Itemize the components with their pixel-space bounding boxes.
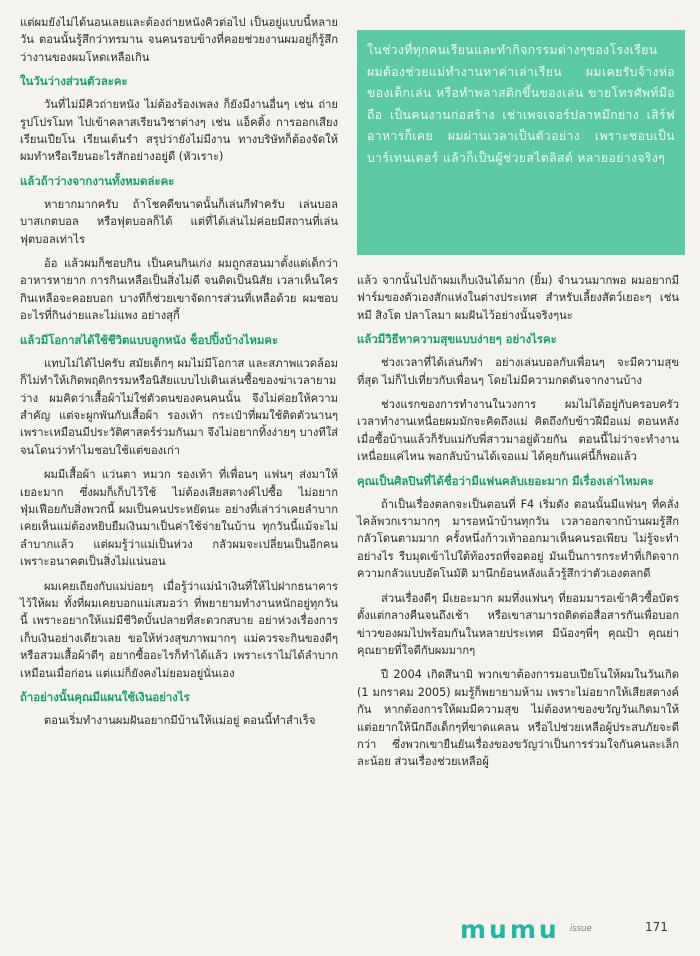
body-paragraph: ส่วนเรื่องดีๆ มีเยอะมาก ผมทึ่งแฟนๆ ที่ยอมมารอเข้าคิวซื้อบัตรตั้งแต่กลางคืนจนถึงเช้า หรือเขาสามารถติดต่อสื่อสารกันเพื่อบอกข่าวของผมไปพร้อมกันในหลายประเทศ มีน้องๆพี่ๆ คุณป้า คุณย่า คุณยายที่ใจดีกับผมมากๆ xyxy=(357,591,679,657)
question-heading: แล้วมีวิธีหาความสุขแบบง่ายๆ อย่างไรคะ xyxy=(357,332,557,347)
body-paragraph: หายากมากครับ ถ้าโชคดีขนาดนั้นก็เล่นกีฬาครับ เล่นบอลบาสเกตบอล หรือฟุตบอลก็ได้ แต่ที่ได้เล่นไม่ค่อยมีสถานที่เล่นฟุตบอลเท่าไร xyxy=(20,197,338,246)
body-paragraph: ถ้าเป็นเรื่องตลกจะเป็นตอนที่ F4 เริ่มดัง ตอนนั้นมีแฟนๆ ที่คลั่งไคล้พวกเรามากๆ มารอหน้าบ้านทุกวัน เวลาออกจากบ้านผมรู้สึกกลัวโดนตามมาก ครั้งหนึ่งก้าวเท้าออกมาเห็นคนรอเพียบ ไม่รู้จะทำอย่างไร รีบมุดเข้าไปใต้ท้องรถที่จอดอยู่ มันเป็นการกระทำที่เกิดจากความกลัวแบบอัตโนมัติ มานึกย้อนหลังแล้วรู้สึกว่าตัวเองตลกดี xyxy=(357,497,679,581)
question-heading: แล้วมีโอกาสได้ใช้ชีวิตแบบลูกหนัง ช็อปปิ้งบ้างไหมคะ xyxy=(20,332,279,347)
body-paragraph: ผมเคยเถียงกับแม่บ่อยๆ เมื่อรู้ว่าแม่นำเงินที่ให้ไปฝากธนาคารไว้ให้ผม ทั้งที่ผมเคยบอกแม่เสมอว่า ที่พยายามทำงานหนักอยู่ทุกวันนี้ เพราะอยากให้แม่มีชีวิตบั้นปลายที่สะดวกสบาย อย่าห่วงเรื่องการเก็บเงินอย่างเดียวเลย ขอให้ห่วงสุขภาพมากๆ แม่ควรจะกินของดีๆ หรือสวมเสื้อผ้าดีๆ อยากซื้ออะไรก็ทำได้แล้ว เพราะเราไม่ได้ลำบากเหมือนเมื่อก่อน แต่แม่ก็ยังคงไม่ยอมอยู่นั่นเอง xyxy=(20,579,338,680)
body-paragraph: ช่วงแรกของการทำงานในวงการ ผมไม่ได้อยู่กับครอบครัว เวลาทำงานเหนื่อยผมมักจะคิดถึงแม่ คิดถึงกับข้าวฝีมือแม่ ตอนหลังเมื่อซื้อบ้านแล้วก็รับแม่กับพี่สาวมาอยู่ด้วยกัน ตอนนี้ไม่ว่าจะทำงานเหนื่อยแค่ไหน พอกลับบ้านได้เจอแม่ ได้คุยกันแค่นี้ก็พอแล้ว xyxy=(357,398,679,464)
page-footer xyxy=(460,915,690,945)
body-paragraph: ปี 2004 เกิดสึนามิ พวกเขาต้องการมอบเปียโนให้ผมในวันเกิด (1 มกราคม 2005) ผมรู้ก็พยายามห้าม เพราะไม่อยากให้เสียสตางค์กัน หากต้องการให้ผมมีความสุข ไม่ต้องหาของขวัญวันเกิดมาให้ แต่อยากให้นึกถึงเด็กๆที่ขาดแคลน หรือไปช่วยเหลือผู้ประสบภัยจะดีกว่า ซึ่งพวกเขายืนยันเรื่องของขวัญว่าเป็นการร่วมใจกันคนละเล็กละน้อย ส่วนเรื่องช่วยเหลือผู้ xyxy=(357,668,679,769)
body-paragraph: แทบไม่ได้ไปครับ สมัยเด็กๆ ผมไม่มีโอกาส และสภาพแวดล้อมก็ไม่ทำให้เกิดพฤติกรรมหรือนิสัยแบบไปเดินเล่นซื้อของฆ่าเวลายามว่าง ผมคิดว่าเสื้อผ้าไม่ใช่ตัวตนของคนคนนั้น จึงไม่ค่อยให้ความสำคัญ แต่จะผูกพันกับเสื้อผ้า รองเท้า กระเป๋าที่ผมใช้ติดตัวนานๆ เพราะเหมือนมีประวัติศาสตร์ร่วมกันมา จึงไม่อยากทิ้งง่ายๆ บางทีใส่จนโดนว่าทำไมชอบใช้แต่ของเก่า xyxy=(20,356,338,457)
right-column xyxy=(357,272,679,778)
magazine-logo: mumu xyxy=(460,915,560,944)
question-heading: คุณเป็นศิลปินที่ได้ชื่อว่ามีแฟนคลับเยอะมาก มีเรื่องเล่าไหมคะ xyxy=(357,473,654,488)
body-paragraph: วันที่ไม่มีคิวถ่ายหนัง ไม่ต้องร้องเพลง ก็ยังมีงานอื่นๆ เช่น ถ่ายรูปโปรโมท ไปเข้าคลาสเรียนวิชาต่างๆ เช่น แอ็คติ้ง การออกเสียง เรียนเปียโน เรียนเต้นรำ สรุปว่ายังไม่มีงาน ทางบริษัทก็ต้องจัดให้ผมทำหรือเรียนอะไรสักอย่างอยู่ดี (หัวเราะ) xyxy=(20,98,338,164)
body-paragraph: แล้ว จากนั้นไปถ้าผมเก็บเงินได้มาก (ยิ้ม) จำนวนมากพอ ผมอยากมีฟาร์มของตัวเองสักแห่งในต่างประเทศ สำหรับเลี้ยงสัตว์เยอะๆ เช่น หมี สิงโต ปลาโลมา ผมฝันไว้อย่างนั้นจริงๆนะ xyxy=(357,274,679,322)
body-paragraph: ช่วงเวลาที่ได้เล่นกีฬา อย่างเล่นบอลกับเพื่อนๆ จะมีความสุขที่สุด ไม่ก็ไปเที่ยวกับเพื่อนๆ โดยไม่มีความกดดันจากงานบ้าง xyxy=(357,356,679,387)
page-number: 171 xyxy=(645,920,668,934)
body-paragraph: ผมมีเสื้อผ้า แว่นตา หมวก รองเท้า ที่เพื่อนๆ แฟนๆ ส่งมาให้เยอะมาก ซึ่งผมก็เก็บไว้ใช้ ไม่ต้องเสียสตางค์ไปซื้อ ไม่อยากฟุ่มเฟือยกับสิ่งพวกนี้ ผมเป็นคนประหยัดนะ อย่างที่เล่าว่าเคยลำบาก เคยเห็นแม่ต้องหยิบยืมเงินมาเป็นค่าใช้จ่ายในบ้าน ทุกวันนี้แม้จะไม่ลำบากแล้ว แต่ผมรู้ว่าแม่เป็นห่วง กลัวผมจะเปลี่ยนเป็นอีกคน เพราะอนาคตเป็นสิ่งไม่แน่นอน xyxy=(20,468,338,569)
question-heading: ถ้าอย่างนั้นคุณมีแผนใช้เงินอย่างไร xyxy=(20,690,190,704)
issue-tag: issue xyxy=(570,924,592,934)
pull-quote-box xyxy=(357,30,685,255)
body-paragraph: แต่ผมยังไม่ได้นอนเลยและต้องถ่ายหนังคิวต่อไป เป็นอยู่แบบนี้หลายวัน ตอนนั้นรู้สึกว่าทรมาน จนคนรอบข้างที่คอยช่วยงานผมอยู่ก็รู้สึกว่างานของผมโหดเหลือเกิน xyxy=(20,16,338,64)
body-paragraph: อ้อ แล้วผมก็ชอบกิน เป็นคนกินเก่ง ผมถูกสอนมาตั้งแต่เด็กว่า อาหารหายาก การกินเหลือเป็นสิ่งไม่ดี จนติดเป็นนิสัย เวลาเห็นใครกินเหลือจะคอยบอก บางทีก็ช่วยเขาจัดการส่วนที่เหลือด้วย ผมชอบอะไรที่กินง่ายและไม่แพง อย่างสุกี้ xyxy=(20,257,338,323)
question-heading: แล้วถ้าว่างจากงานทั้งหมดล่ะคะ xyxy=(20,173,175,188)
body-paragraph: ตอนเริ่มทำงานผมฝันอยากมีบ้านให้แม่อยู่ ตอนนี้ทำสำเร็จ xyxy=(44,714,316,727)
pull-quote-text: ในช่วงที่ทุกคนเรียนและทำกิจกรรมต่างๆของโรงเรียน ผมต้องช่วยแม่ทำงานหาค่าเล่าเรียน ผมเคยรับจ้างห่อของเด็กเล่น หรือทำพลาสติกขึ้นของเล่น ขายโทรศัพท์มือถือ เป็นคนงานก่อสร้าง เช่าเพจเจอร์ปลาหมึกย่าง เสิร์ฟอาหารก็เคย ผมผ่านเวลาเป็นตัวอย่าง เพราะชอบเป็นบาร์เทนเดอร์ แล้วก็เป็นผู้ช่วยสไตลิสต์ หลายอย่างจริงๆ xyxy=(367,43,675,165)
left-column xyxy=(20,14,338,736)
question-heading: ในวันว่างส่วนตัวละคะ xyxy=(20,74,128,89)
